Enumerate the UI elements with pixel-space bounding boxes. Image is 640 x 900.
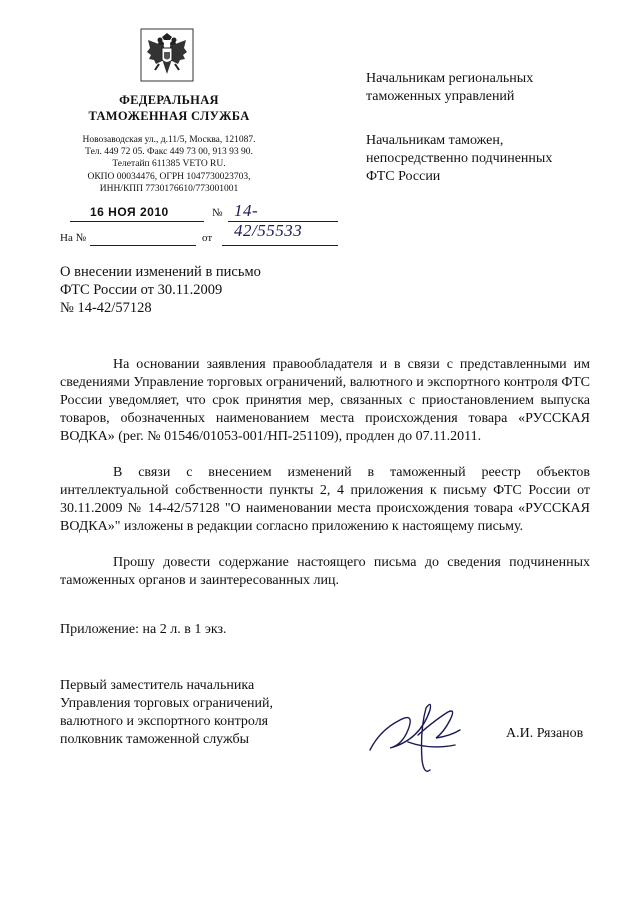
subject-line: ФТС России от 30.11.2009 xyxy=(60,282,223,298)
letter-subject xyxy=(60,263,320,317)
registration-number: 14-42/55533 xyxy=(234,201,303,240)
addressee-line: непосредственно подчиненных xyxy=(366,151,553,166)
signatory-title-line: Первый заместитель начальника xyxy=(60,678,255,693)
signatory-title-line: Управления торговых ограничений, xyxy=(60,696,273,711)
date-underline xyxy=(70,221,204,222)
subject-line: О внесении изменений в письмо xyxy=(60,264,261,280)
handwritten-signature xyxy=(360,690,480,780)
address-line: Новозаводская ул., д.11/5, Москва, 121087. xyxy=(82,135,256,145)
reply-number-label: На № xyxy=(60,232,87,244)
addressee-customs xyxy=(366,132,606,186)
address-line: Тел. 449 72 05. Факс 449 73 00, 913 93 90. xyxy=(85,147,253,158)
subject-line: № 14-42/57128 xyxy=(60,300,152,316)
reply-date-blank xyxy=(222,245,338,246)
signatory-title xyxy=(60,677,340,749)
org-name-line-2: ТАМОЖЕННАЯ СЛУЖБА xyxy=(88,109,250,123)
reply-number-blank xyxy=(90,245,196,246)
organization-name xyxy=(60,92,278,124)
org-name-line-1: ФЕДЕРАЛЬНАЯ xyxy=(119,93,219,107)
coat-of-arms-icon xyxy=(140,28,194,82)
addressee-line: Начальникам региональных xyxy=(366,71,534,86)
reply-date-label: от xyxy=(202,232,213,244)
address-line: ИНН/КПП 7730176610/773001001 xyxy=(99,183,239,194)
body-paragraph-2: В связи с внесением изменений в таможенный реестр объектов интеллектуальной собственности пункты 2, 4 приложения к письму ФТС России от 30.11.2009 № 14-42/57128 "О наименовании места происхождения товара «РУССКАЯ ВОДКА»" изложены в редакции согласно приложению к настоящему письму. xyxy=(60,465,590,534)
organization-address xyxy=(60,134,278,195)
address-line: ОКПО 00034476, ОГРН 1047730023703, xyxy=(87,171,251,182)
addressee-line: Начальникам таможен, xyxy=(366,133,504,148)
addressee-line: таможенных управлений xyxy=(366,89,515,104)
addressee-regional xyxy=(366,70,606,106)
addressee-line: ФТС России xyxy=(366,169,441,184)
signer-name: А.И. Рязанов xyxy=(506,726,584,741)
letter-date-stamp: 16 НОЯ 2010 xyxy=(90,205,169,219)
signatory-title-line: полковник таможенной службы xyxy=(60,732,250,747)
attachment-note: Приложение: на 2 л. в 1 экз. xyxy=(60,622,227,637)
body-paragraph-3: Прошу довести содержание настоящего письма до сведения подчиненных таможенных органов и заинтересованных лиц. xyxy=(60,555,590,588)
signatory-title-line: валютного и экспортного контроля xyxy=(60,714,269,729)
reply-reference-row xyxy=(60,232,290,248)
number-underline xyxy=(228,221,338,222)
address-line: Телетайп 611385 VETO RU. xyxy=(112,159,226,170)
body-paragraph-1: На основании заявления правообладателя и в связи с представленными им сведениями Управление торговых ограничений, валютного и экспортного контроля ФТС России уведомляет, что срок принятия мер, связанных с приостановлением выпуска товаров, обозначенных наименованием места происхождения товара «РУССКАЯ ВОДКА» (рег. № 01546/01053-001/НП-251109), продлен до 07.11.2011. xyxy=(60,357,590,444)
number-sign: № xyxy=(212,207,223,219)
